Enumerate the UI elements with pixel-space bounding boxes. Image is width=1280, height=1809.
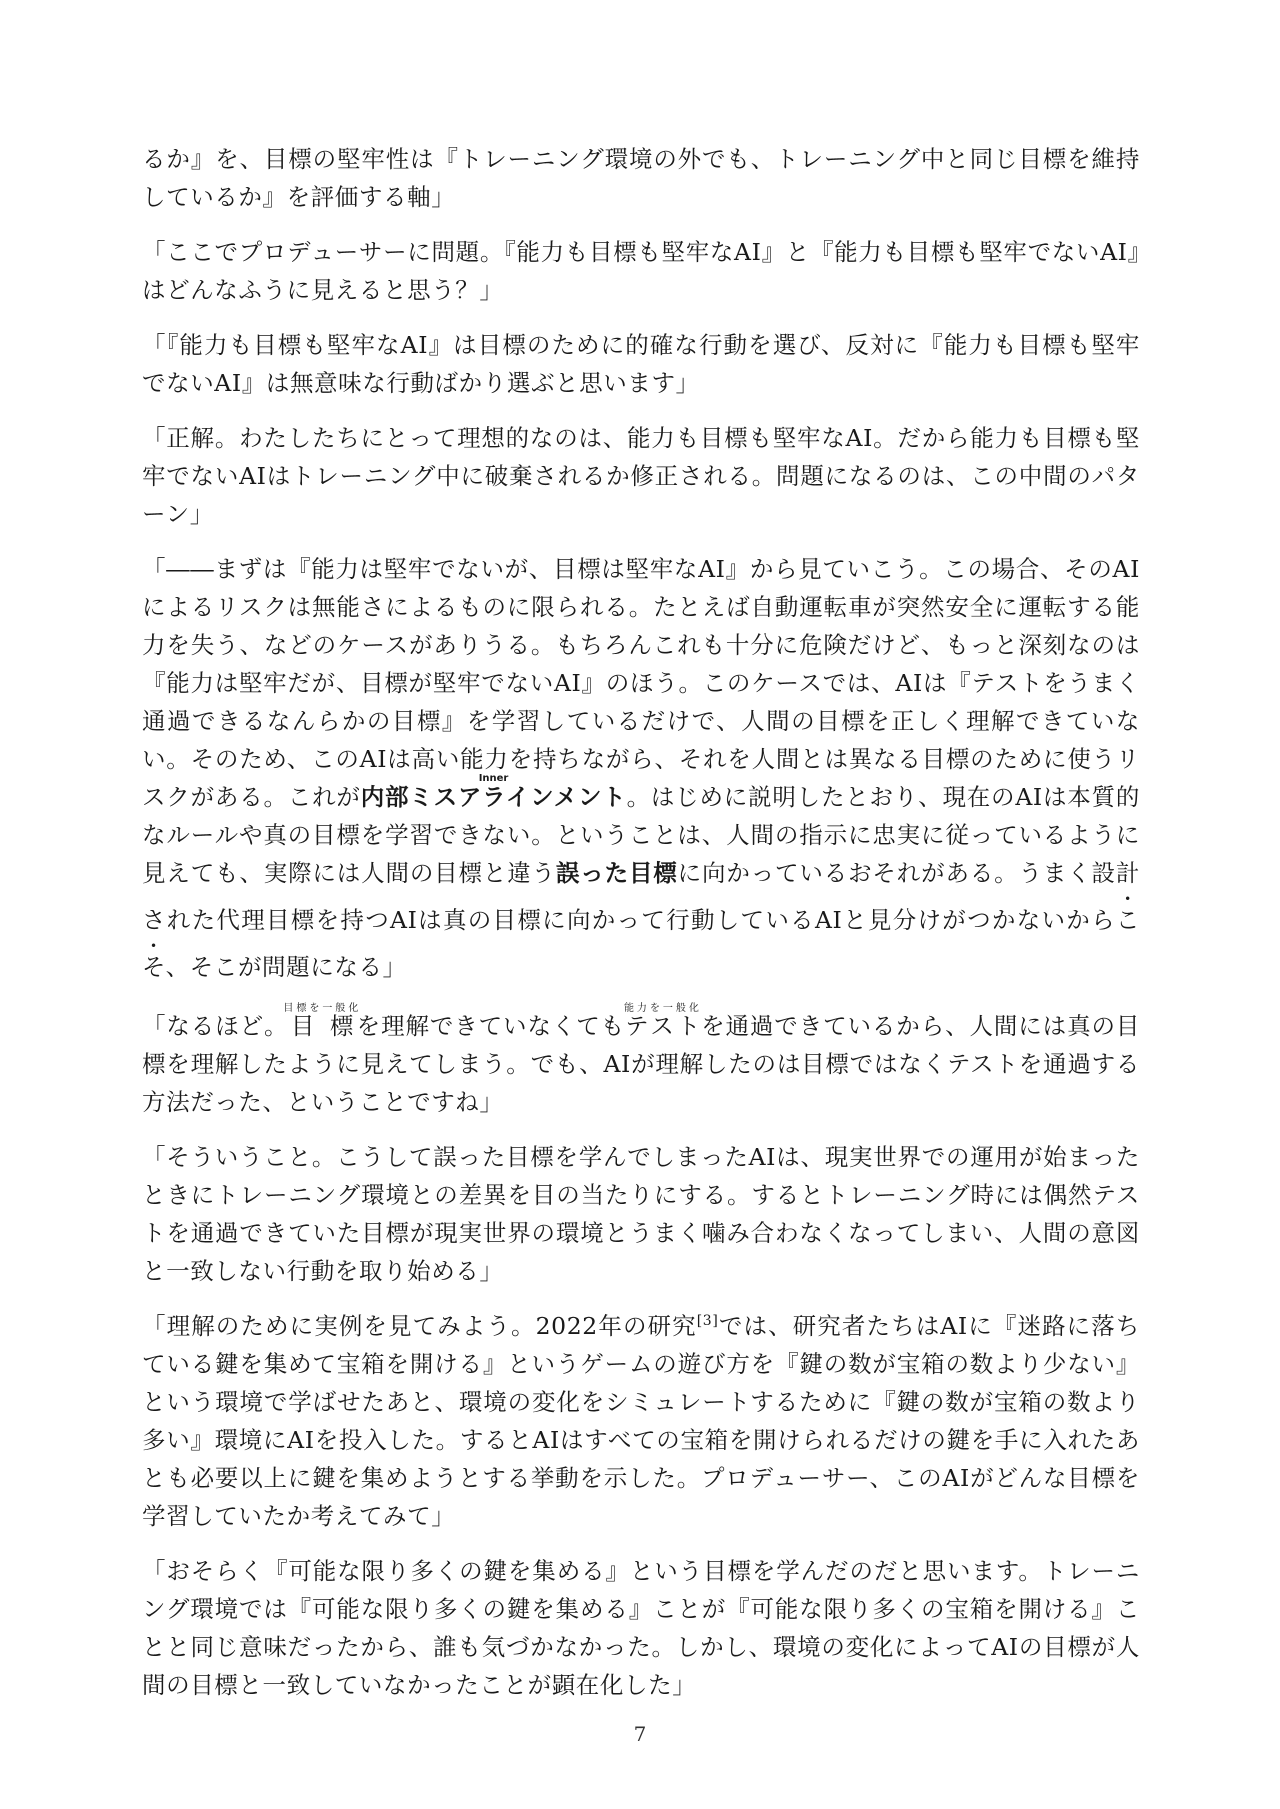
paragraph	[142, 550, 1140, 986]
text-run: 「なるほど。	[142, 1012, 289, 1040]
text-run: を通過できているから、人間には真の目標を理解したように見えてしまう。でも、AIが理解したのは目標ではなくテストを通過する方法だった、ということですね」	[142, 1012, 1140, 1116]
text-run: 「『能力も目標も堅牢なAI』は目標のために的確な行動を選び、反対に『能力も目標も堅牢でないAI』は無意味な行動ばかり選ぶと思います」	[142, 331, 1140, 397]
text-run: に向かっているおそれがある。うまく設計された代理目標を持つAIは真の目標に向かって行動しているAIと見分けがつかないから	[142, 859, 1141, 934]
text-run: るか』を、目標の堅牢性は『トレーニング環境の外でも、トレーニング中と同じ目標を維持しているか』を評価する軸」	[142, 145, 1140, 211]
text-run: 「ここでプロデューサーに問題。『能力も目標も堅牢なAI』と『能力も目標も堅牢でないAI』はどんなふうに見えると思う？」	[142, 238, 1140, 304]
ruby-annotated-term	[283, 1003, 362, 1040]
text-run: 「――まずは『能力は堅牢でないが、目標は堅牢なAI』から見ていこう。この場合、そのAIによるリスクは無能さによるものに限られる。たとえば自動運転車が突然安全に運転する能力を失う、などのケースがありうる。もちろんこれも十分に危険だけど、もっと深刻なのは『能力は堅牢だが、目標が堅牢でないAI』のほう。このケースでは、AIは『テストをうまく通過できるなんらかの目標』を学習しているだけで、人間の目標を正しく理解できていない。そのため、このAIは高い能力を持ちながら、それを人間とは異なる目標のために使うリスクがある。これが	[142, 555, 1140, 811]
paragraph	[142, 1003, 1140, 1121]
ruby-text: 目標を一般化	[283, 1003, 362, 1014]
document-body	[142, 140, 1140, 1721]
text-run: 。はじめに説明したとおり、現在のAIは本質的なルールや真の目標を学習できない。ということは、人間の指示に忠実に従っているように見えても、実際には人間の目標と違う	[142, 783, 1140, 887]
ruby-text: 能力を一般化	[623, 1003, 702, 1014]
emphasized-term: 誤った目標	[555, 859, 678, 887]
citation-reference: [3]	[696, 1313, 719, 1330]
text-run: を理解できていなくても	[356, 1012, 626, 1040]
paragraph	[142, 419, 1140, 533]
text-run: 、そこが問題になる」	[165, 953, 407, 981]
text-run: 「正解。わたしたちにとって理想的なのは、能力も目標も堅牢なAI。だから能力も目標も堅牢でないAIはトレーニング中に破棄されるか修正される。問題になるのは、この中間のパターン」	[142, 424, 1140, 528]
emphasis-dots-text: こそ	[142, 906, 1140, 981]
paragraph	[142, 233, 1140, 309]
paragraph	[142, 1307, 1140, 1535]
ruby-annotated-term	[623, 1003, 702, 1040]
paragraph	[142, 1552, 1140, 1704]
text-run: 「おそらく『可能な限り多くの鍵を集める』という目標を学んだのだと思います。トレーニング環境では『可能な限り多くの鍵を集める』ことが『可能な限り多くの宝箱を開ける』ことと同じ意味だったから、誰も気づかなかった。しかし、環境の変化によってAIの目標が人間の目標と一致していなかったことが顕在化した」	[142, 1557, 1140, 1699]
paragraph	[142, 326, 1140, 402]
ruby-annotated-term	[360, 773, 627, 811]
ruby-base-text: 内部ミスアラインメント	[360, 783, 627, 811]
text-run: では、研究者たちはAIに『迷路に落ちている鍵を集めて宝箱を開ける』というゲームの遊び方を『鍵の数が宝箱の数より少ない』という環境で学ばせたあと、環境の変化をシミュレートするために『鍵の数が宝箱の数より多い』環境にAIを投入した。するとAIはすべての宝箱を開けられるだけの鍵を手に入れたあとも必要以上に鍵を集めようとする挙動を示した。プロデューサー、このAIがどんな目標を学習していたか考えてみて」	[142, 1312, 1140, 1530]
ruby-text: Inner	[360, 773, 627, 784]
paragraph	[142, 1138, 1140, 1290]
ruby-base-text: 目標	[283, 1012, 362, 1040]
ruby-base-text: テスト	[623, 1012, 702, 1040]
paragraph	[142, 140, 1140, 216]
text-run: 「そういうこと。こうして誤った目標を学んでしまったAIは、現実世界での運用が始まったときにトレーニング環境との差異を目の当たりにする。するとトレーニング時には偶然テストを通過できていた目標が現実世界の環境とうまく噛み合わなくなってしまい、人間の意図と一致しない行動を取り始める」	[142, 1143, 1140, 1285]
page-number: 7	[633, 1722, 647, 1746]
text-run: 「理解のために実例を見てみよう。2022年の研究	[142, 1312, 697, 1340]
